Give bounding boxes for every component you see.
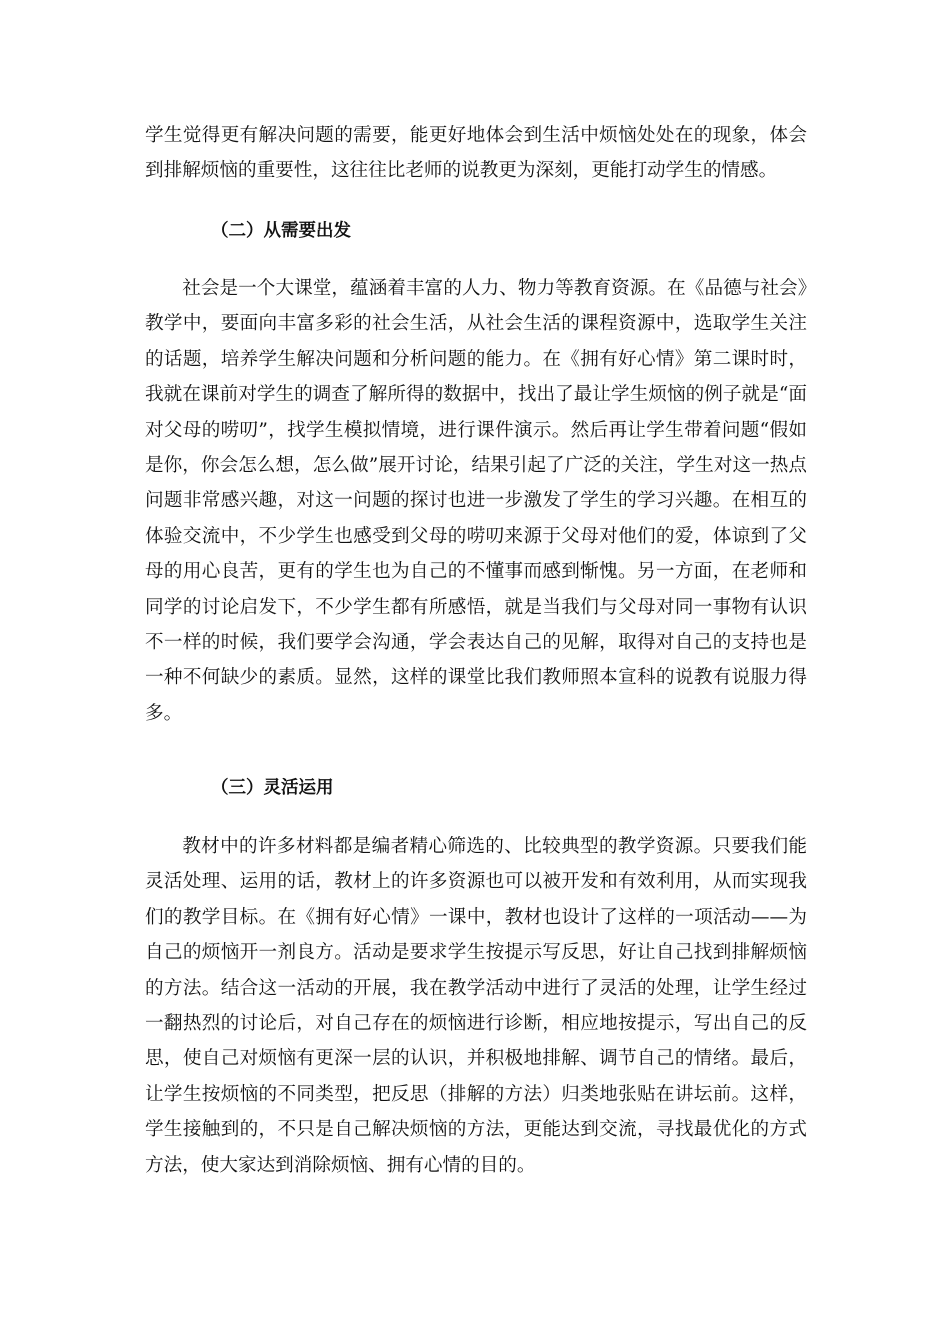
section-heading-3: （三）灵活运用 [211, 778, 334, 798]
paragraph-section-2: 社会是一个大课堂，蕴涵着丰富的人力、物力等教育资源。在《品德与社会》教学中，要面向丰富多彩的社会生活，从社会生活的课程资源中，选取学生关注的话题，培养学生解决问题和分析问题的能力。在《拥有好心情》第二课时时，我就在课前对学生的调查了解所得的数据中，找出了最让学生烦恼的例子就是“面对父母的唠叨”，找学生模拟情境，进行课件演示。然后再让学生带着问题“假如是你，你会怎么想，怎么做”展开讨论，结果引起了广泛的关注，学生对这一热点问题非常感兴趣，对这一问题的探讨也进一步激发了学生的学习兴趣。在相互的体验交流中，不少学生也感受到父母的唠叨来源于父母对他们的爱，体谅到了父母的用心良苦，更有的学生也为自己的不懂事而感到惭愧。另一方面，在老师和同学的讨论启发下，不少学生都有所感悟，就是当我们与父母对同一事物有认识不一样的时候，我们要学会沟通，学会表达自己的见解，取得对自己的支持也是一种不何缺少的素质。显然，这样的课堂比我们教师照本宣科的说教有说服力得多。 [145, 278, 807, 724]
paragraph-section-3: 教材中的许多材料都是编者精心筛选的、比较典型的教学资源。只要我们能灵活处理、运用的话，教材上的许多资源也可以被开发和有效利用，从而实现我们的教学目标。在《拥有好心情》一课中，教材也设计了这样的一项活动——为自己的烦恼开一剂良方。活动是要求学生按提示写反思，好让自己找到排解烦恼的方法。结合这一活动的开展，我在教学活动中进行了灵活的处理，让学生经过一翻热烈的讨论后，对自己存在的烦恼进行诊断，相应地按提示，写出自己的反思，使自己对烦恼有更深一层的认识，并积极地排解、调节自己的情绪。最后，让学生按烦恼的不同类型，把反思（排解的方法）归类地张贴在讲坛前。这样，学生接触到的，不只是自己解决烦恼的方法，更能达到交流，寻找最优化的方式方法，使大家达到消除烦恼、拥有心情的目的。 [145, 836, 807, 1176]
section-heading-2: （二）从需要出发 [211, 221, 351, 241]
paragraph-continued: 学生觉得更有解决问题的需要，能更好地体会到生活中烦恼处处在的现象，体会到排解烦恼的重要性，这往往比老师的说教更为深刻，更能打动学生的情感。 [145, 125, 807, 182]
